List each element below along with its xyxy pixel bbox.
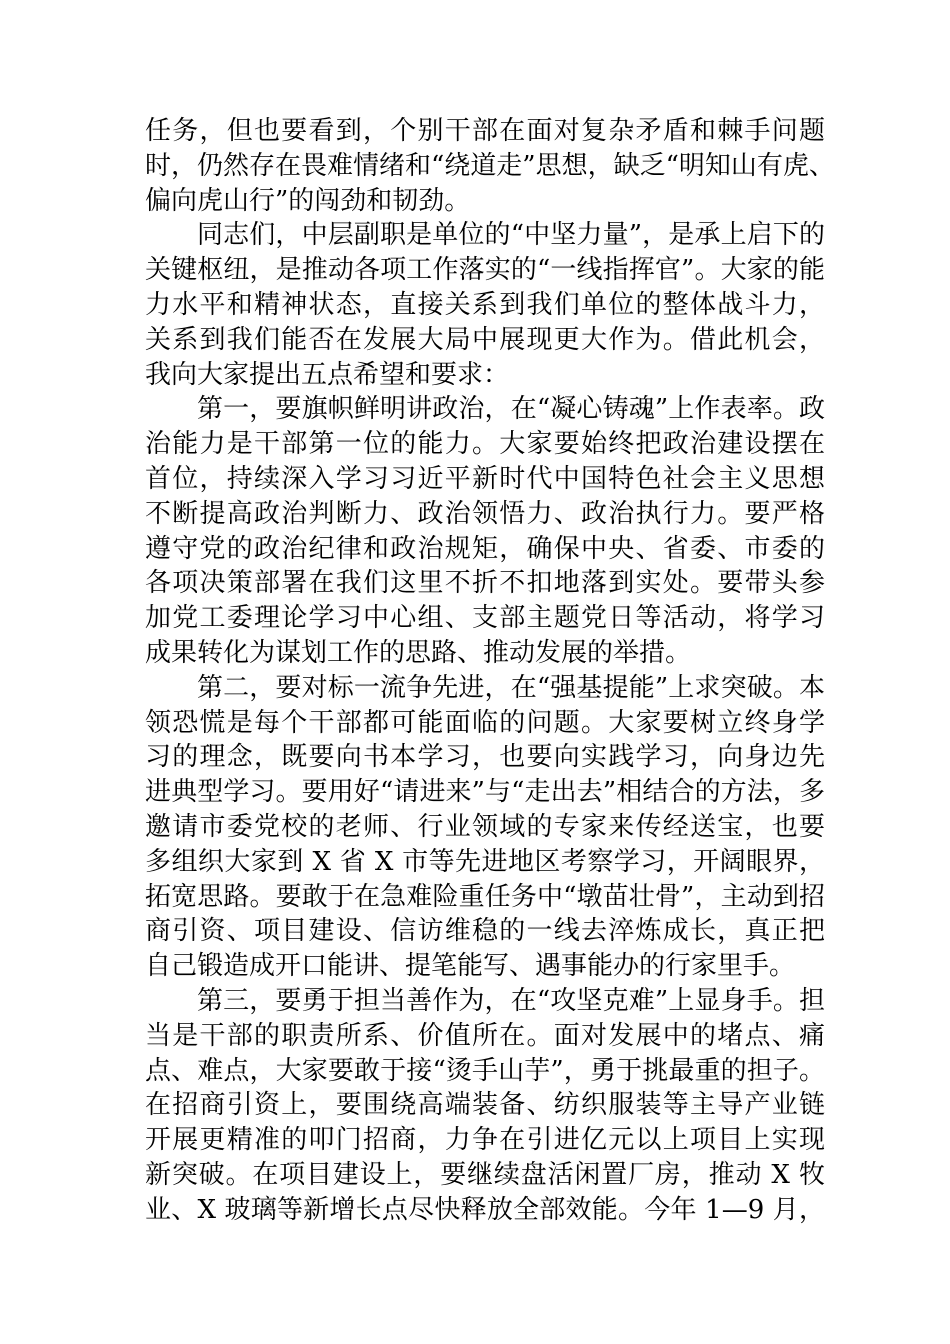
text-line: 力水平和精神状态，直接关系到我们单位的整体战斗力， [145,289,825,320]
document-body [145,114,835,1228]
text-line: 各项决策部署在我们这里不折不扣地落到实处。要带头参 [145,568,825,599]
text-line: 邀请市委党校的老师、行业领域的专家来传经送宝，也要 [145,811,825,842]
text-line: 关系到我们能否在发展大局中展现更大作为。借此机会， [145,324,825,355]
text-line: 时，仍然存在畏难情绪和“绕道走”思想，缺乏“明知山有虎、 [145,150,835,181]
text-line: 领恐慌是每个干部都可能面临的问题。大家要树立终身学 [145,707,825,738]
text-line: 在招商引资上，要围绕高端装备、纺织服装等主导产业链 [145,1090,825,1121]
text-line: 当是干部的职责所系、价值所在。面对发展中的堵点、痛 [145,1020,825,1051]
text-line: 新突破。在项目建设上，要继续盘活闲置厂房，推动 X 牧 [145,1159,825,1190]
text-line: 遵守党的政治纪律和政治规矩，确保中央、省委、市委的 [145,533,825,564]
paragraph-first-line: 第二，要对标一流争先进，在“强基提能”上求突破。本 [197,672,825,703]
text-line: 治能力是干部第一位的能力。大家要始终把政治建设摆在 [145,429,825,460]
text-line: 商引资、项目建设、信访维稳的一线去淬炼成长，真正把 [145,916,825,947]
text-line: 开展更精准的叩门招商，力争在引进亿元以上项目上实现 [145,1125,825,1156]
text-line: 首位，持续深入学习习近平新时代中国特色社会主义思想 [145,463,825,494]
text-line: 任务，但也要看到，个别干部在面对复杂矛盾和棘手问题 [145,116,825,146]
text-line: 偏向虎山行”的闯劲和韧劲。 [145,185,471,216]
text-line: 习的理念，既要向书本学习，也要向实践学习，向身边先 [145,742,825,773]
text-line: 不断提高政治判断力、政治领悟力、政治执行力。要严格 [145,498,825,529]
text-line: 关键枢纽，是推动各项工作落实的“一线指挥官”。大家的能 [145,255,825,286]
text-line: 加党工委理论学习中心组、支部主题党日等活动，将学习 [145,603,825,634]
text-line: 业、X 玻璃等新增长点尽快释放全部效能。今年 1—9 月， [145,1194,825,1225]
paragraph-first-line: 第一，要旗帜鲜明讲政治，在“凝心铸魂”上作表率。政 [197,394,825,425]
text-line: 自己锻造成开口能讲、提笔能写、遇事能办的行家里手。 [145,951,796,982]
text-line: 多组织大家到 X 省 X 市等先进地区考察学习，开阔眼界， [145,846,825,877]
text-line: 成果转化为谋划工作的思路、推动发展的举措。 [145,637,692,668]
text-line: 进典型学习。要用好“请进来”与“走出去”相结合的方法，多 [145,777,825,808]
text-line: 拓宽思路。要敢于在急难险重任务中“墩苗壮骨”，主动到招 [145,881,825,912]
paragraph-first-line: 同志们，中层副职是单位的“中坚力量”，是承上启下的 [197,220,825,251]
paragraph-first-line: 第三，要勇于担当善作为，在“攻坚克难”上显身手。担 [197,985,825,1016]
text-line: 点、难点，大家要敢于接“烫手山芋”，勇于挑最重的担子。 [145,1055,825,1086]
text-line: 我向大家提出五点希望和要求： [145,359,510,390]
